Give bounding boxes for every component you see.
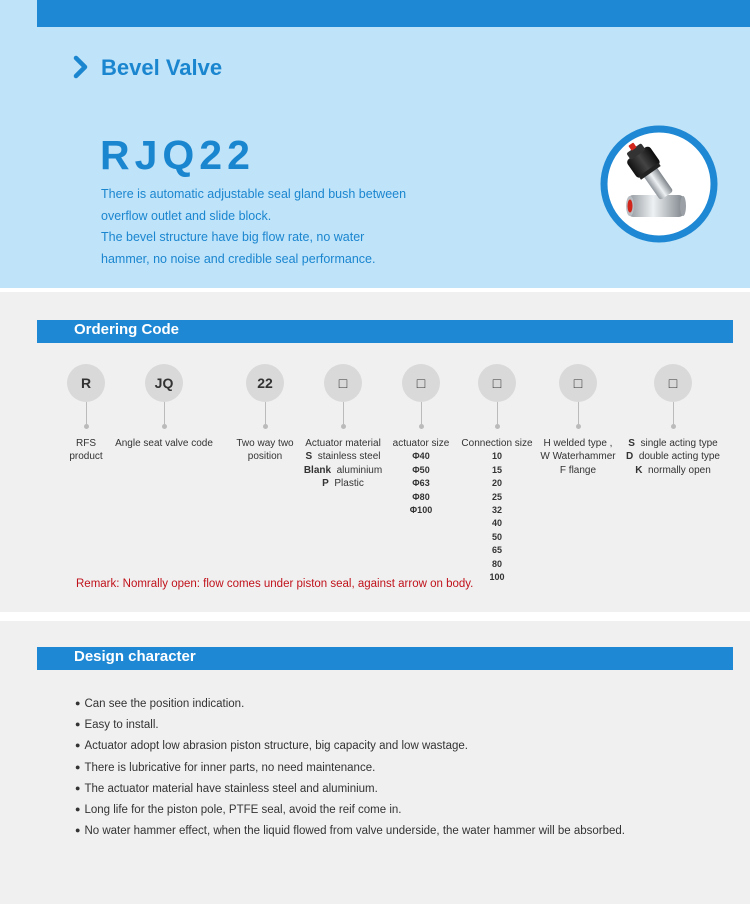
connector-dot xyxy=(671,424,676,429)
connector-line xyxy=(164,402,165,424)
feature-item: ● Long life for the piston pole, PTFE seal, avoid the reif come in. xyxy=(75,804,402,817)
option-row: 100 xyxy=(489,572,505,583)
bullet-icon: ● xyxy=(75,825,81,836)
connector-line xyxy=(421,402,422,424)
option-row: Φ80 xyxy=(412,491,430,502)
description-line: There is automatic adjustable seal gland bush between xyxy=(101,187,407,201)
feature-item: ● No water hammer effect, when the liquid flowed from valve underside, the water hammer will be absorbed. xyxy=(75,825,625,838)
feature-list xyxy=(75,694,625,842)
option-row: 32 xyxy=(491,505,502,516)
section-title: Design character xyxy=(74,648,196,665)
connector-line xyxy=(673,402,674,424)
feature-item: ● Can see the position indication. xyxy=(75,698,245,710)
option-row: 10 xyxy=(491,451,502,462)
section-title: Ordering Code xyxy=(74,321,180,338)
chevron-right-icon xyxy=(70,54,92,80)
bullet-icon: ● xyxy=(75,761,81,772)
bullet-icon: ● xyxy=(75,719,81,730)
label-line: Angle seat valve code xyxy=(115,438,213,449)
bullet-icon: ● xyxy=(75,698,81,708)
connector-line xyxy=(497,402,498,424)
connector-line xyxy=(265,402,266,424)
bullet-icon: ● xyxy=(75,782,81,793)
feature-item: ● Actuator adopt low abrasion piston structure, big capacity and low wastage. xyxy=(75,740,468,753)
hero-description xyxy=(101,184,441,270)
label-line: Actuator material xyxy=(305,438,381,449)
option-row: 20 xyxy=(491,478,502,489)
label-line: H welded type , xyxy=(543,438,613,449)
code-circle: □ xyxy=(324,364,362,402)
connector-line xyxy=(578,402,579,424)
bevel-valve-image xyxy=(600,125,718,243)
option-row: 40 xyxy=(491,518,502,529)
code-column-action-type xyxy=(608,364,738,477)
code-circle: □ xyxy=(402,364,440,402)
option-row: 50 xyxy=(491,531,502,542)
option-row: Φ50 xyxy=(412,464,430,475)
connector-dot xyxy=(341,424,346,429)
label-line: W Waterhammer xyxy=(540,451,616,463)
label-line: Connection size xyxy=(461,438,533,449)
code-label xyxy=(608,437,738,477)
remark-note: Remark: Nomrally open: flow comes under piston seal, against arrow on body. xyxy=(76,578,474,590)
code-circle: □ xyxy=(478,364,516,402)
hero-heading: Bevel Valve xyxy=(101,55,223,80)
description-line: overflow outlet and slide block. xyxy=(101,208,272,223)
code-circle: □ xyxy=(559,364,597,402)
option-row: P Plastic xyxy=(322,478,364,490)
section-title-bar xyxy=(37,647,733,670)
option-row: Φ40 xyxy=(412,451,430,462)
hero-banner xyxy=(0,0,750,288)
option-row: 15 xyxy=(491,464,502,475)
code-circle: □ xyxy=(654,364,692,402)
description-line: The bevel structure have big flow rate, no water xyxy=(101,230,365,244)
connector-line xyxy=(343,402,344,424)
code-circle: R xyxy=(67,364,105,402)
code-circle: 22 xyxy=(246,364,284,402)
option-row: 65 xyxy=(491,545,502,556)
feature-item: ● Easy to install. xyxy=(75,719,159,732)
label-line: F flange xyxy=(559,464,597,476)
option-row: Blank aluminium xyxy=(303,464,383,476)
label-line: product xyxy=(69,451,103,463)
description-line: hammer, no noise and credible seal performance. xyxy=(101,251,376,266)
option-row: D double acting type xyxy=(626,451,720,463)
connector-line xyxy=(86,402,87,424)
connector-dot xyxy=(84,424,89,429)
model-number: RJQ22 xyxy=(100,132,255,178)
connector-dot xyxy=(263,424,268,429)
option-row: Φ100 xyxy=(409,505,433,516)
section-title-bar xyxy=(37,320,733,343)
label-line: position xyxy=(247,451,283,463)
feature-item: ● The actuator material have stainless steel and aluminium. xyxy=(75,782,378,795)
connector-dot xyxy=(576,424,581,429)
feature-item: ● There is lubricative for inner parts, no need maintenance. xyxy=(75,761,376,774)
hero-top-bar xyxy=(37,0,750,27)
option-row: 25 xyxy=(491,491,502,502)
connector-dot xyxy=(162,424,167,429)
bullet-icon: ● xyxy=(75,804,81,815)
code-circle: JQ xyxy=(145,364,183,402)
label-line: RFS xyxy=(76,438,96,449)
option-row: S single acting type xyxy=(628,438,718,449)
connector-dot xyxy=(495,424,500,429)
option-row: Φ63 xyxy=(412,478,430,489)
option-row: 80 xyxy=(491,558,502,569)
option-row: K normally open xyxy=(635,464,711,476)
option-row: S stainless steel xyxy=(305,451,381,463)
bullet-icon: ● xyxy=(75,740,81,751)
connector-dot xyxy=(419,424,424,429)
label-line: Two way two xyxy=(236,438,294,449)
label-line: actuator size xyxy=(392,438,450,449)
